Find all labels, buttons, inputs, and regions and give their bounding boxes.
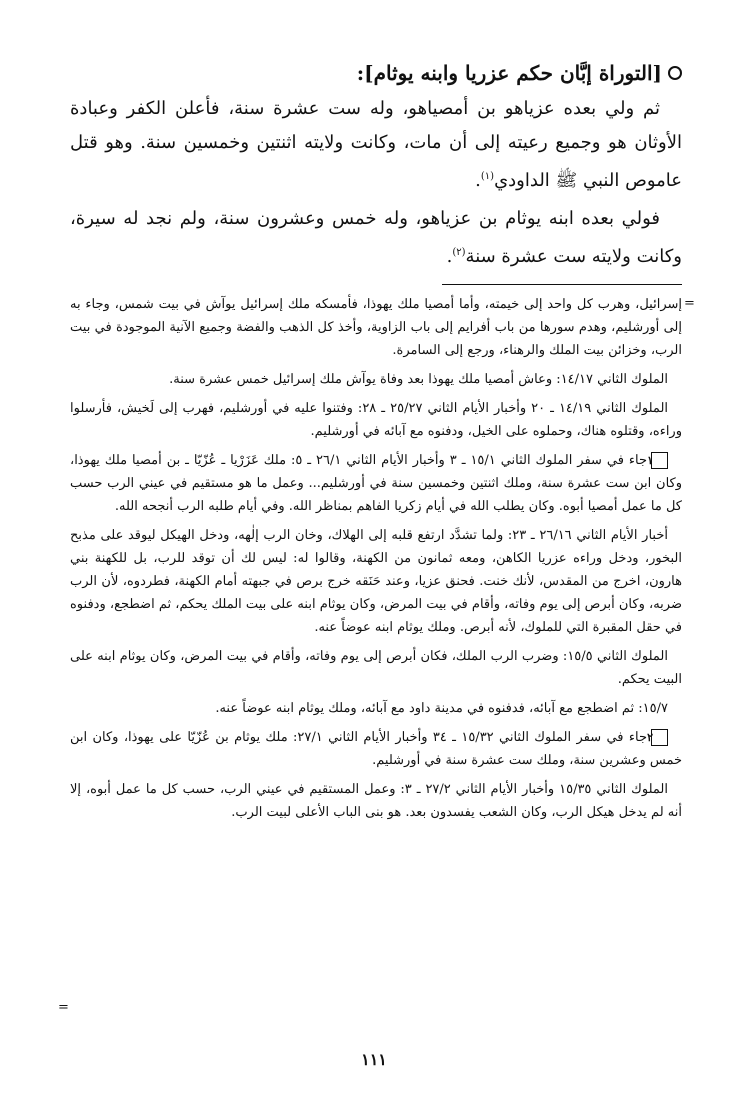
main-paragraph-2-end: . bbox=[446, 246, 453, 267]
note-kings-15-7: ١٥/٧: ثم اضطجع مع آبائه، فدفنوه في مدينة داود مع آبائه، وملك يوثام ابنه عوضاً عنه. bbox=[215, 701, 668, 716]
main-paragraph-1-text: ثم ولي بعده عزياهو بن أمصياهو، وله ست عشرة سنة، فأعلن الكفر وعبادة الأوثان هو وجميع رعيته إلى أن مات، وكانت ولايته اثنتين وخمسين سنة. وهو قتل عاموص النبي ﷺ الداودي bbox=[70, 98, 682, 191]
main-paragraph-2 bbox=[70, 202, 682, 274]
page-number: ١١١ bbox=[361, 1050, 387, 1069]
note-kings-14-19: الملوك الثاني ١٤/١٩ ـ ٢٠ وأخبار الأيام الثاني ٢٥/٢٧ ـ ٢٨: وفتنوا عليه في أورشليم، فهرب إلى لَخيش، فأرسلوا وراءه، وقتلوه هناك، وحملوه على الخيل، ودفنوه مع آبائه في أورشليم. bbox=[70, 401, 682, 439]
page-body bbox=[70, 58, 682, 1098]
footnote-2-text: جاء في سفر الملوك الثاني ١٥/٣٢ ـ ٣٤ وأخبار الأيام الثاني ٢٧/١: ملك يوثام بن عُزّيّا على يهوذا، وكان ابن خمس وعشرين سنة، وملك ست عشرة سنة في أورشليم. bbox=[70, 730, 682, 768]
footnote-2 bbox=[70, 726, 682, 772]
section-heading bbox=[70, 58, 682, 88]
footnote-1-text: جاء في سفر الملوك الثاني ١٥/١ ـ ٣ وأخبار الأيام الثاني ٢٦/١ ـ ٥: ملك عَزَرْيا ـ عُزّيّا ـ بن أمصيا ملك يهوذا، وكان ابن ست عشرة سنة، وملك اثنتين وخمسين سنة في أورشليم... وعمل ما هو مستقيم في عيني الرب حسب كل ما عمل أمصيا أبوه. وكان يطلب الله في أيام زكريا الفاهم بمناظر الله. وفي أيام طلبه الرب أنجحه الله. bbox=[70, 453, 682, 514]
footnote-ref-2[interactable]: (٢) bbox=[452, 247, 466, 258]
section-heading-text: [التوراة إبَّان حكم عزريا وابنه يوثام]: bbox=[356, 61, 662, 85]
footnote-1 bbox=[70, 449, 682, 518]
footnote-ref-1[interactable]: (١) bbox=[480, 171, 495, 182]
note-kings-15-35: الملوك الثاني ١٥/٣٥ وأخبار الأيام الثاني ٢٧/٢ ـ ٣: وعمل المستقيم في عيني الرب، حسب كل ما عمل أبوه، إلا أنه لم يدخل هيكل الرب، وكان الشعب يفسدون بعد. هو بنى الباب الأعلى لبيت الرب. bbox=[70, 782, 682, 820]
continued-from-mark: = bbox=[684, 296, 695, 311]
continued-to-mark: = bbox=[58, 1000, 69, 1015]
main-text bbox=[70, 92, 682, 274]
main-paragraph-1 bbox=[70, 92, 682, 198]
main-paragraph-2-text: فولي بعده ابنه يوثام بن عزياهو، وله خمس وعشرون سنة، ولم نجد له سيرة، وكانت ولايته ست عشرة سنة bbox=[70, 208, 682, 267]
footnote-2-number: ٢ bbox=[651, 729, 668, 746]
footnote-1-number: ١ bbox=[651, 452, 668, 469]
note-kings-15-5: الملوك الثاني ١٥/٥: وضرب الرب الملك، فكان أبرص إلى يوم وفاته، وأقام في بيت المرض، وكان يوثام ابنه على البيت يحكم. bbox=[70, 649, 682, 687]
note-chronicles-26-16: أخبار الأيام الثاني ٢٦/١٦ ـ ٢٣: ولما تشدَّد ارتفع قلبه إلى الهلاك، وخان الرب إلٰهه، ودخل الهيكل ليوقد على مذبح البخور، ودخل وراءه عزريا الكاهن، ومعه ثمانون من الكهنة، وقالوا له: ليس لك أن توقد للرب، بل للكهنة بني هارون، اخرج من المقدس، لأنك خنت. فحنق عزيا، وعند حَنَقه خرج برص في جبهته أمام الكهنة، فطردوه، لأن الرب ضربه، وكان أبرص إلى يوم وفاته، وأقام في بيت المرض، وكان يوثام ابنه على بيت الملك يحكم، ثم اضطجع، ودفنوه في حقل المقبرة التي للملوك، لأنه أبرص. وملك يوثام ابنه عوضاً عنه. bbox=[70, 528, 682, 635]
main-paragraph-1-end: . bbox=[475, 170, 481, 191]
circle-bullet-icon bbox=[668, 66, 682, 80]
footnotes bbox=[70, 293, 682, 824]
note-continued: إسرائيل، وهرب كل واحد إلى خيمته، وأما أمصيا ملك يهوذا، فأمسكه ملك إسرائيل يوآش في بيت شمس، وجاء به إلى أورشليم، وهدم سورها من باب أفرايم إلى باب الزاوية، وأخذ كل الذهب والفضة وجميع الآنية الموجودة في بيت الرب، وخزائن بيت الملك والرهناء، ورجع إلى السامرة. bbox=[70, 297, 682, 358]
footnote-separator bbox=[442, 284, 682, 285]
note-kings-14-17: الملوك الثاني ١٤/١٧: وعاش أمصيا ملك يهوذا بعد وفاة يوآش ملك إسرائيل خمس عشرة سنة. bbox=[169, 372, 668, 387]
